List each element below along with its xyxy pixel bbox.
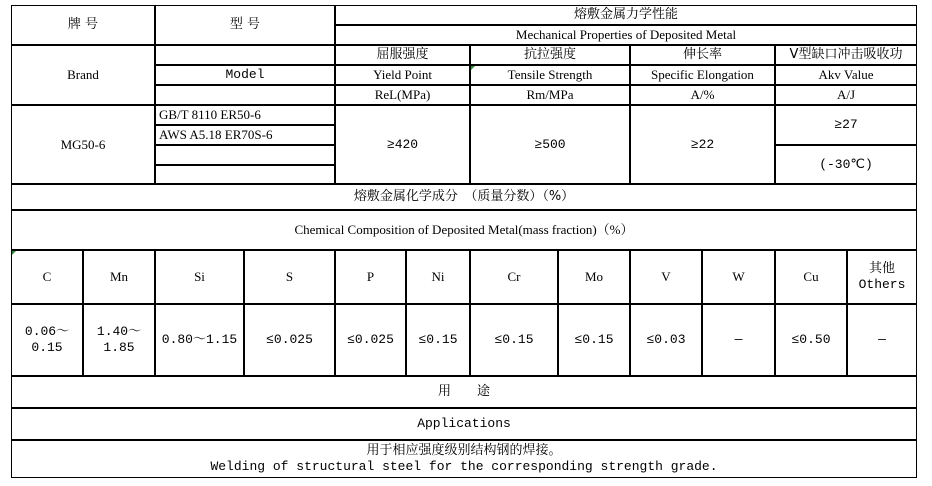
mech-title-en: Mechanical Properties of Deposited Metal <box>335 25 917 45</box>
value-c-line2: 0.15 <box>31 340 63 355</box>
value-cu: ≤0.50 <box>775 304 847 376</box>
model-value-aws: AWS A5.18 ER70S-6 <box>155 125 335 145</box>
model-header-cn: 型 号 <box>155 5 335 45</box>
element-w: W <box>702 250 775 304</box>
impact-header-cn: V型缺口冲击吸收功 <box>775 45 917 65</box>
value-s: ≤0.025 <box>244 304 335 376</box>
applications-title-cn: 用 途 <box>11 376 917 408</box>
element-s: S <box>244 250 335 304</box>
elongation-value: ≥22 <box>630 105 775 184</box>
element-cr: Cr <box>470 250 558 304</box>
model-value-blank-2 <box>155 165 335 184</box>
impact-value: ≥27 <box>775 105 917 145</box>
value-others: — <box>847 304 917 376</box>
cell-marker <box>12 251 16 255</box>
tensile-header-cn: 抗拉强度 <box>470 45 630 65</box>
tensile-header-en: Tensile Strength <box>470 65 630 85</box>
others-label-cn: 其他 <box>868 261 895 277</box>
chem-title-en: Chemical Composition of Deposited Metal(mass fraction)（%） <box>11 210 917 250</box>
element-c: C <box>11 250 83 304</box>
value-c-line1: 0.06～ <box>24 324 70 340</box>
value-v: ≤0.03 <box>630 304 702 376</box>
impact-temperature: (-30℃) <box>775 145 917 184</box>
impact-unit: A/J <box>775 85 917 105</box>
model-header-blank-top <box>155 45 335 65</box>
value-c <box>11 304 83 376</box>
element-cu: Cu <box>775 250 847 304</box>
others-label-en: Others <box>858 277 906 292</box>
chem-title-cn: 熔敷金属化学成分 （质量分数）（%） <box>11 184 917 210</box>
element-ni: Ni <box>406 250 470 304</box>
mech-title-cn: 熔敷金属力学性能 <box>335 5 917 25</box>
brand-value: MG50-6 <box>11 105 155 184</box>
element-mo: Mo <box>558 250 630 304</box>
impact-header-en: Akv Value <box>775 65 917 85</box>
tensile-unit: Rm/MPa <box>470 85 630 105</box>
element-si: Si <box>155 250 244 304</box>
applications-title-en: Applications <box>11 408 917 440</box>
yield-unit: ReL(MPa) <box>335 85 470 105</box>
value-cr: ≤0.15 <box>470 304 558 376</box>
model-value-blank-1 <box>155 145 335 165</box>
element-mn: Mn <box>83 250 155 304</box>
model-value-gb: GB/T 8110 ER50-6 <box>155 105 335 125</box>
value-p: ≤0.025 <box>335 304 406 376</box>
value-si: 0.80～1.15 <box>155 304 244 376</box>
model-header-en: Model <box>155 65 335 85</box>
element-p: P <box>335 250 406 304</box>
yield-header-cn: 屈服强度 <box>335 45 470 65</box>
value-ni: ≤0.15 <box>406 304 470 376</box>
yield-header-en: Yield Point <box>335 65 470 85</box>
applications-text-en: Welding of structural steel for the corresponding strength grade. <box>210 459 718 474</box>
value-mn <box>83 304 155 376</box>
applications-text <box>11 440 917 478</box>
value-mn-line1: 1.40～ <box>96 324 142 340</box>
value-mo: ≤0.15 <box>558 304 630 376</box>
tensile-value: ≥500 <box>470 105 630 184</box>
element-v: V <box>630 250 702 304</box>
elong-header-en: Specific Elongation <box>630 65 775 85</box>
elong-unit: A/% <box>630 85 775 105</box>
element-others <box>847 250 917 304</box>
model-header-blank-bottom <box>155 85 335 105</box>
brand-header-en: Brand <box>11 45 155 105</box>
brand-header-cn: 牌 号 <box>11 5 155 45</box>
applications-text-cn: 用于相应强度级别结构钢的焊接。 <box>366 443 562 459</box>
yield-value: ≥420 <box>335 105 470 184</box>
elong-header-cn: 伸长率 <box>630 45 775 65</box>
value-w: — <box>702 304 775 376</box>
value-mn-line2: 1.85 <box>103 340 135 355</box>
cell-marker <box>471 66 475 70</box>
